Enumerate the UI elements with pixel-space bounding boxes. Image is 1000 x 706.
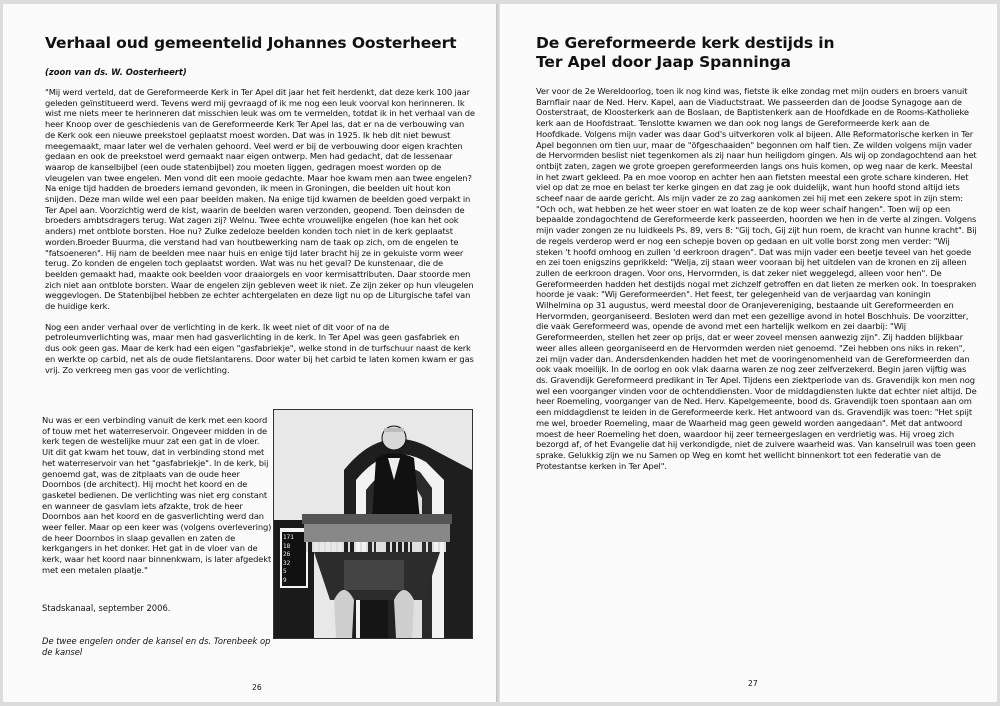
hymn-number: 171 xyxy=(283,534,294,541)
left-page-subtitle: (zoon van ds. W. Oosterheert) xyxy=(45,67,187,77)
hymn-number: 5 xyxy=(283,568,287,576)
right-page xyxy=(500,4,997,702)
hymn-number: 9 xyxy=(283,576,287,584)
story-paragraph-2-column xyxy=(42,415,272,576)
story-paragraph-2: Nog een ander verhaal over de verlichting in de kerk. Ik weet niet of dit voor of na de petroleumverlichting was, maar men had gasverlichting in de kerk. In Ter Apel was geen gasfabriek en dus ook geen gas. Maar de kerk had een eigen "gasfabriekje", welke stond in de turfschuur naast de kerk en werkte op carbid, net als de oude fietslantarens. Door water bij het carbid te laten komen kwam er gas vrij. Zo verkreeg men gas voor de verlichting. xyxy=(45,321,474,375)
hymn-number: 26 xyxy=(283,551,291,559)
left-page-title: Verhaal oud gemeentelid Johannes Oosterheert xyxy=(45,34,457,52)
story-paragraph-2-continued: Nu was er een verbinding vanuit de kerk met een koord of touw met het waterreservoir. Ongeveer midden in de kerk tegen de westelijke muur zat een gat in de vloer. Uit dit gat kwam het touw, dat in verbinding stond met het waterreservoir van het "gasfabriekje". In de kerk, bij genoemd gat, was de zitplaats van de oude heer Doornbos (de architect). Hij mocht het koord en de gasketel bedienen. De verlichting was niet erg constant en wanneer de gasvlam iets afzakte, trok de heer Doornbos aan het koord en de gasverlichting werd dan weer feller. Maar op een keer was (volgens overlevering) de heer Doornbos in slaap gevallen en zaten de kerkgangers in het donker. Het gat in de vloer van de kerk, waar het koord naar binnenkwam, is later afgedekt met een metalen plaatje." xyxy=(42,415,272,575)
article-body: Ver voor de 2e Wereldoorlog, toen ik nog kind was, fietste ik elke zondag met mijn ouders en broers vanuit Barnflair naar de Ned. Herv. Kapel, aan de Viaductstraat. We passeerden dan de Joodse Synagoge aan de Oosterstraat, de Kloosterkerk aan de Boslaan, de Baptistenkerk aan de Hoofdkade en de Rooms-Katholieke kerk aan de Hoofdstraat. Tenslotte kwamen we dan ook nog langs de Gereformeerde kerk aan de Hoofdkade. Volgens mijn vader was daar God's uitverkoren volk al bijeen. Alle Reformatorische kerken in Ter Apel begonnen om tien uur, maar de "öfgeschaaiden" begonnen om half tien. Ze wilden volgens mijn vader de Hervormden beslist niet tegenkomen als zij naar hun heiligdom gingen. Als wij op zondagochtend aan het ontbijt zaten, zagen we grote groepen gereformeerden langs ons huis komen, op weg naar de kerk. Meestal in het zwart gekleed. Pa en moe voorop en achter hen aan fietsten meestal een grote schare kinderen. Het viel op dat ze moe en belast ter kerke gingen en dat zag je ook duidelijk, want hun hoofd stond altijd iets scheef naar de aarde gericht. Als mijn vader ze zo zag aankomen zei hij met een zekere spot in zijn stem: "Och och, wat hebben ze het weer stoer en wat loaten ze de kop weer schaif hangen". Toen wij op een bepaalde zondagochtend de Gereformeerde kerk passeerden, hoorden we hen in de verte al zingen. Volgens mijn vader zongen ze nu luidkeels Ps. 89, vers 8: "Gij toch, Gij zijt hun roem, de kracht van hunne kracht". Bij de regels verderop werd er nog een schepje boven op gedaan en uit volle borst zong men verder: "Wij steken 't hoofd omhoog en zullen 'd eerkroon dragen". Dat was mijn vader een beetje teveel van het goede en zei toen enigszins geprikkeld: "Welja, zij staan weer vooraan bij het uitdelen van de kronen en zij alleen zullen de eerkroon dragen. Voor ons, Hervormden, is dat zeker niet weggelegd, alleen voor hen". De Gereformeerden hadden het destijds nogal met zichzelf getroffen en dat lieten ze merken ook. In toespraken hoorde je vaak: "Wij Gereformeerden". Het feest, ter gelegenheid van de verjaardag van koningin Wilhelmina op 31 augustus, werd meestal door de Oranjevereniging, bestaande uit Gereformeerden en Hervormden, georganiseerd. Besloten werd dan met een gezellige avond in hotel Boschhuis. De voorzitter, die vaak Gereformeerd was, opende de avond met een hartelijk welkom en zei daarbij: "Wij Gereformeerden, stellen het zeer op prijs, dat er weer zoveel mensen aanwezig zijn". Zij hadden blijkbaar weer alles alleen georganiseerd en de Hervormden werden niet genoemd. "Zei hebben ons niks in reken", zei mijn vader dan. Andersdenkenden hadden het met de vooringenomenheid van de Gereformeerden dan ook vaak moeilijk. In de oorlog en ook vlak daarna waren ze nog zeer zelfverzekerd. Begin jaren vijftig was ds. Gravendijk Gereformeerd predikant in Ter Apel. Tijdens een ziektperiode van ds. Gravendijk kon men nog wel een voorganger vinden voor de ochtenddiensten. Voor de middagdiensten lukte dat echter niet altijd. De heer Roemeling, voorganger van de Ned. Herv. Kapelgemeente, bood ds. Gravendijk toen spontaan aan om een middagdienst te leiden in de Gereformeerde kerk. Het antwoord van ds. Gravendijk was toen: "Het spijt me wel, broeder Roemeling, maar de Waarheid mag geen geweld worden aangedaan". Met dat antwoord moest de heer Roemeling het doen, waardoor hij zeer terneergeslagen en verdrietig was. Hij vroeg zich bezorgd af, of het Evangelie dat hij verkondigde, niet de zuivere waarheid was. Van kanselruil was toen geen sprake. Gelukkig zijn we nu Samen op Weg en komt het wellicht binnenkort tot een federatie van de Protestantse kerken in Ter Apel". xyxy=(536,86,977,471)
page-number-right: 27 xyxy=(748,679,758,688)
pulpit-photo-illustration xyxy=(274,410,472,638)
photo-caption: De twee engelen onder de kansel en ds. Torenbeek op de kansel xyxy=(42,636,271,657)
right-page-title: De Gereformeerde kerk destijds in Ter Apel door Jaap Spanninga xyxy=(536,34,835,71)
photo-pulpit-with-preacher xyxy=(273,409,473,639)
hymn-number: 18 xyxy=(283,542,291,550)
hymn-number: 32 xyxy=(283,559,291,567)
signoff-date: Stadskanaal, september 2006. xyxy=(42,603,171,613)
page-number-left: 26 xyxy=(252,683,262,692)
story-paragraph-1: "Mij werd verteld, dat de Gereformeerde Kerk in Ter Apel dit jaar het feit herdenkt, dat deze kerk 100 jaar geleden geïnstitueerd werd. Tevens werd mij gevraagd of ik me nog een leuk voorval kon herinneren. Ik wist me niets meer te herinneren dat misschien leuk was om te vermelden, totdat ik in het verhaal van de heer Knoop over de geschiedenis van de Gereformeerde Kerk Ter Apel las, dat er na de verbouwing van de Kerk ook een nieuwe preekstoel geplaatst moest worden. Dat was in 1925. Ik heb dit niet bewust meegemaakt, maar later wel de verhalen gehoord. Veel werd er bij de verbouwing door eigen krachten gedaan en ook de preekstoel werd gemaakt naar eigen ontwerp. Men had gedacht, dat de lessenaar waarop de kanselbijbel (een oude statenbijbel) zou moeten liggen, gedragen moest worden op de vleugelen van twee engelen. Men vond dit een mooie gedachte. Maar hoe kwam men aan twee engelen? Na enige tijd hadden de broeders iemand gevonden, ik meen in Groningen, die beelden uit hout kon snijden. Deze man wilde wel een paar beelden maken. Na enige tijd kwamen de beelden goed verpakt in Ter Apel aan. Voorzichtig werd de kist, waarin de beelden waren verzonden, geopend. Toen deinsden de broeders ambtsdragers terug. Wat zagen zij? Welnu. Twee echte vrouwelijke engelen (hoe kan het ook anders) met ontblote borsten. Hoe nu? Zulke zedeloze beelden konden toch niet in de kerk geplaatst worden.Broeder Buurma, die verstand had van houtbewerking nam de taak op zich, om de engelen te "fatsoeneren". Hij nam de beelden mee naar huis en enige tijd later bracht hij ze in gekuiste vorm weer terug. Zo konden de engelen toch geplaatst worden. Wat was nu het geval? De kunstenaar, die de beelden gemaakt had, maakte ook beelden voor draaiorgels en voor kermisattributen. Daar stoorde men zich niet aan ontblote borsten. Waar de engelen zijn gebleven weet ik niet. Ze zijn zeker op hun vleugelen weggevlogen. De Statenbijbel hebben ze echter achtergelaten en deze ligt nu op de Liturgische tafel van de huidige kerk. xyxy=(45,87,475,312)
